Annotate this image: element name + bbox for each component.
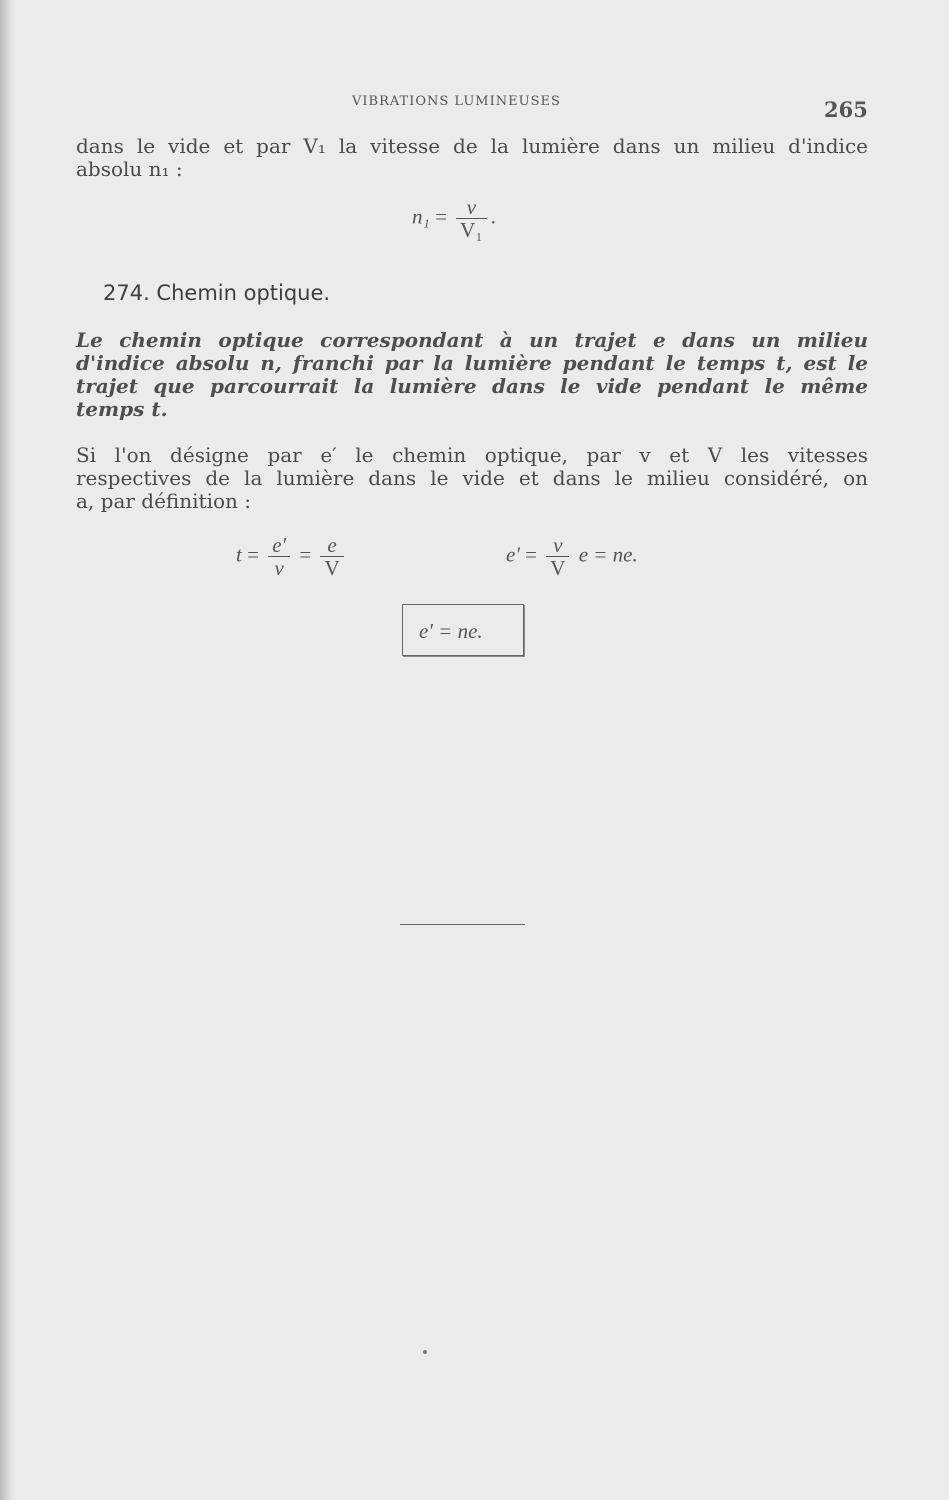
index-equation	[412, 196, 496, 241]
text-line: a, par définition :	[76, 489, 251, 513]
text-line: temps t.	[76, 397, 168, 421]
numerator: v	[553, 533, 563, 557]
equals-sign: =	[435, 204, 447, 229]
fraction	[268, 534, 290, 579]
definition-paragraph	[76, 329, 868, 421]
fraction	[456, 196, 487, 241]
ink-speck	[423, 1350, 427, 1354]
numerator: e	[327, 533, 337, 557]
body-paragraph	[76, 444, 868, 513]
denominator: V	[546, 556, 569, 579]
end-rule	[400, 924, 525, 925]
equation-rest: e = ne.	[578, 542, 638, 567]
text-line: trajet que parcourrait la lumière dans le vide pendant le même	[76, 374, 868, 398]
page-number: 265	[824, 97, 868, 122]
text-line: Si l'on désigne par e′ le chemin optique, par v et V les vitesses	[76, 443, 868, 467]
section-heading: 274. Chemin optique.	[103, 281, 331, 305]
period: .	[490, 204, 496, 229]
intro-paragraph	[76, 135, 868, 181]
fraction	[546, 534, 569, 579]
equation-lhs: e′	[506, 542, 520, 567]
equation-lhs: t	[236, 542, 242, 567]
running-head: VIBRATIONS LUMINEUSES	[352, 94, 561, 109]
text-line: respectives de la lumière dans le vide et dans le milieu considéré, on	[76, 466, 868, 490]
text-line: d'indice absolu n, franchi par la lumière pendant le temps t, est le	[76, 351, 868, 375]
text-line: Le chemin optique correspondant à un trajet e dans un milieu	[76, 328, 868, 352]
text-line: absolu n₁ :	[76, 157, 183, 181]
optical-path-equation	[506, 534, 638, 579]
equals-sign: =	[299, 542, 312, 567]
denominator: V	[320, 556, 343, 579]
fraction	[320, 534, 343, 579]
page-edge-shadow	[0, 0, 16, 1500]
text-line: dans le vide et par V₁ la vitesse de la lumière dans un milieu d'indice	[76, 134, 868, 158]
time-equation	[236, 534, 348, 579]
boxed-equation-text: e′ = ne.	[419, 619, 483, 643]
numerator: e′	[272, 533, 287, 557]
denominator: v	[268, 556, 290, 579]
equation-lhs: n₁	[412, 204, 430, 229]
denominator: V₁	[456, 218, 487, 241]
numerator: v	[466, 195, 477, 219]
equals-sign: =	[525, 542, 538, 567]
equals-sign: =	[247, 542, 259, 567]
boxed-equation	[402, 604, 524, 656]
